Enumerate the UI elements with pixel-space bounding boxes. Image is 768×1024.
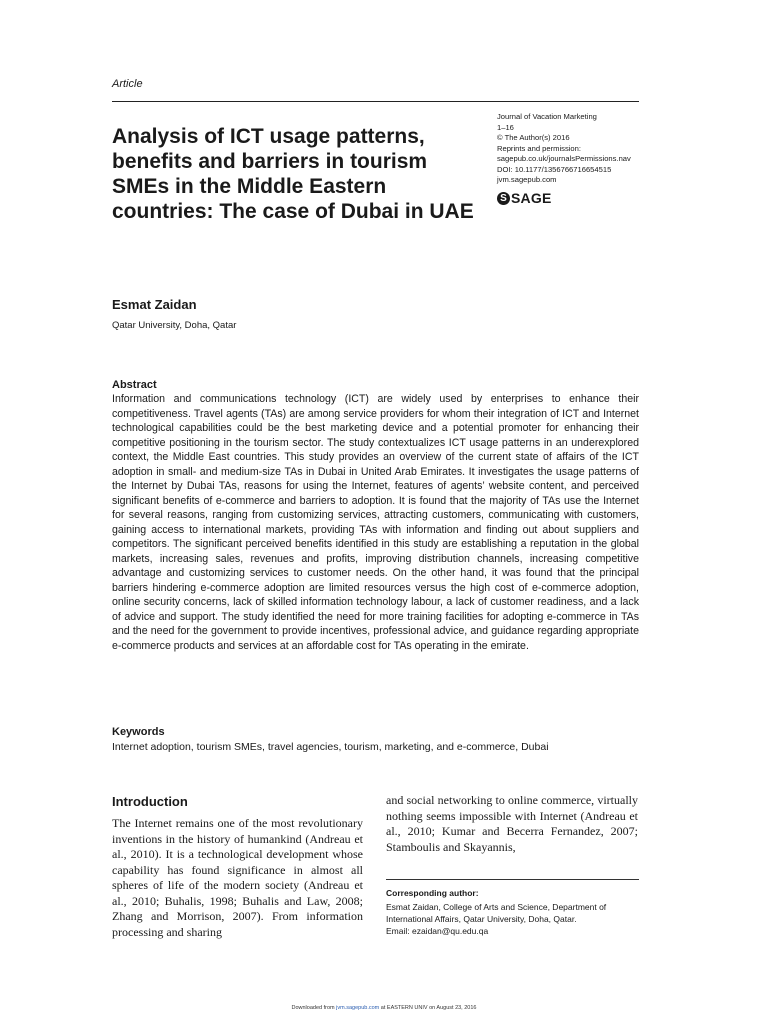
copyright: © The Author(s) 2016 [497, 133, 570, 142]
sage-logo [497, 190, 551, 206]
footer-prefix: Downloaded from [291, 1005, 335, 1011]
introduction-right-column: and social networking to online commerce, virtually nothing seems impossible with Internet (Andreau et al., 2010; Kumar and Becerra Fernandez, 2007; Stamboulis and Skayannis, [386, 793, 638, 854]
abstract-heading: Abstract [112, 379, 157, 391]
doi[interactable]: DOI: 10.1177/1356766716654515 [497, 164, 612, 174]
article-type-label: Article [112, 78, 143, 90]
corresponding-author-email[interactable]: Email: ezaidan@qu.edu.qa [386, 926, 489, 936]
sage-logo-text: SAGE [511, 190, 552, 206]
corresponding-author-line2: International Affairs, Qatar University, Doha, Qatar. [386, 914, 577, 924]
keywords-heading: Keywords [112, 726, 165, 738]
journal-meta [497, 112, 647, 186]
download-footer [0, 1005, 768, 1011]
page-range: 1–16 [497, 122, 514, 132]
author-name: Esmat Zaidan [112, 297, 197, 312]
corresponding-author-details [386, 901, 641, 937]
corresponding-author-line1: Esmat Zaidan, College of Arts and Science, Department of [386, 902, 607, 912]
footer-suffix: at EASTERN UNIV on August 23, 2016 [380, 1005, 477, 1011]
sage-s-icon: S [497, 192, 510, 205]
introduction-left-column: The Internet remains one of the most revolutionary inventions in the history of humankind (Andreau et al., 2010). It is a technological development whose capability has found significance in almost all spheres of life of the modern society (Andreau et al., 2010; Buhalis, 1998; Buhalis and Law, 2008; Zhang and Morrison, 2007). From information processing and sharing [112, 816, 363, 939]
introduction-heading: Introduction [112, 794, 188, 809]
header-rule [112, 101, 639, 102]
keywords-text: Internet adoption, tourism SMEs, travel agencies, tourism, marketing, and e-commerce, Dubai [112, 741, 549, 753]
article-title: Analysis of ICT usage patterns, benefits and barriers in tourism SMEs in the Middle Eastern countries: The case of Dubai in UAE [112, 125, 474, 223]
author-affiliation: Qatar University, Doha, Qatar [112, 320, 237, 331]
abstract-text: Information and communications technology (ICT) are widely used by enterprises to enhance their competitiveness. Travel agents (TAs) are among service providers for whom their integration of ICT and Internet technological capabilities could be the best marketing device and a potential promoter for enhancing their competitive positioning in the tourism sector. The study contextualizes ICT usage patterns in an underexplored context, the Middle East countries. This study provides an overview of the current state of affairs of the ICT adoption in small- and medium-size TAs in Dubai in United Arab Emirates. It investigates the usage patterns of the Internet by Dubai TAs, reasons for using the Internet, features of agents’ website content, and perceived significant benefits of e-commerce and barriers to adoption. It is found that the majority of TAs use the Internet for several reasons, ranging from customizing services, attracting customers, communicating with customers, gaining access to international markets, providing TAs with information and finding out about suppliers and competitors. The significant perceived benefits identified in this study are establishing a reputation in the global markets, increasing sales, revenues and profits, improving distribution channels, increasing competitive advantage and customizing services to customer needs. On the other hand, it was found that the principal barriers hindering e-commerce adoption are limited resources versus the high cost of e-commerce adoption, online security concerns, lack of skilled information technology labour, a lack of customer readiness, and a lack of advice and support. The study identified the need for more training facilities for adopting e-commerce in TAs and the need for the government to provide incentives, professional advice, and guidance regarding appropriate e-commerce products and services at an affordable cost for TAs operating in the emirate. [112, 393, 639, 652]
corresponding-author-rule [386, 879, 639, 880]
corresponding-author-heading: Corresponding author: [386, 888, 479, 898]
journal-name: Journal of Vacation Marketing [497, 112, 597, 121]
permissions-link[interactable]: sagepub.co.uk/journalsPermissions.nav [497, 154, 631, 163]
journal-site-link[interactable]: jvm.sagepub.com [497, 175, 557, 184]
footer-link[interactable]: jvm.sagepub.com [336, 1005, 380, 1011]
reprints-label: Reprints and permission: [497, 143, 581, 153]
